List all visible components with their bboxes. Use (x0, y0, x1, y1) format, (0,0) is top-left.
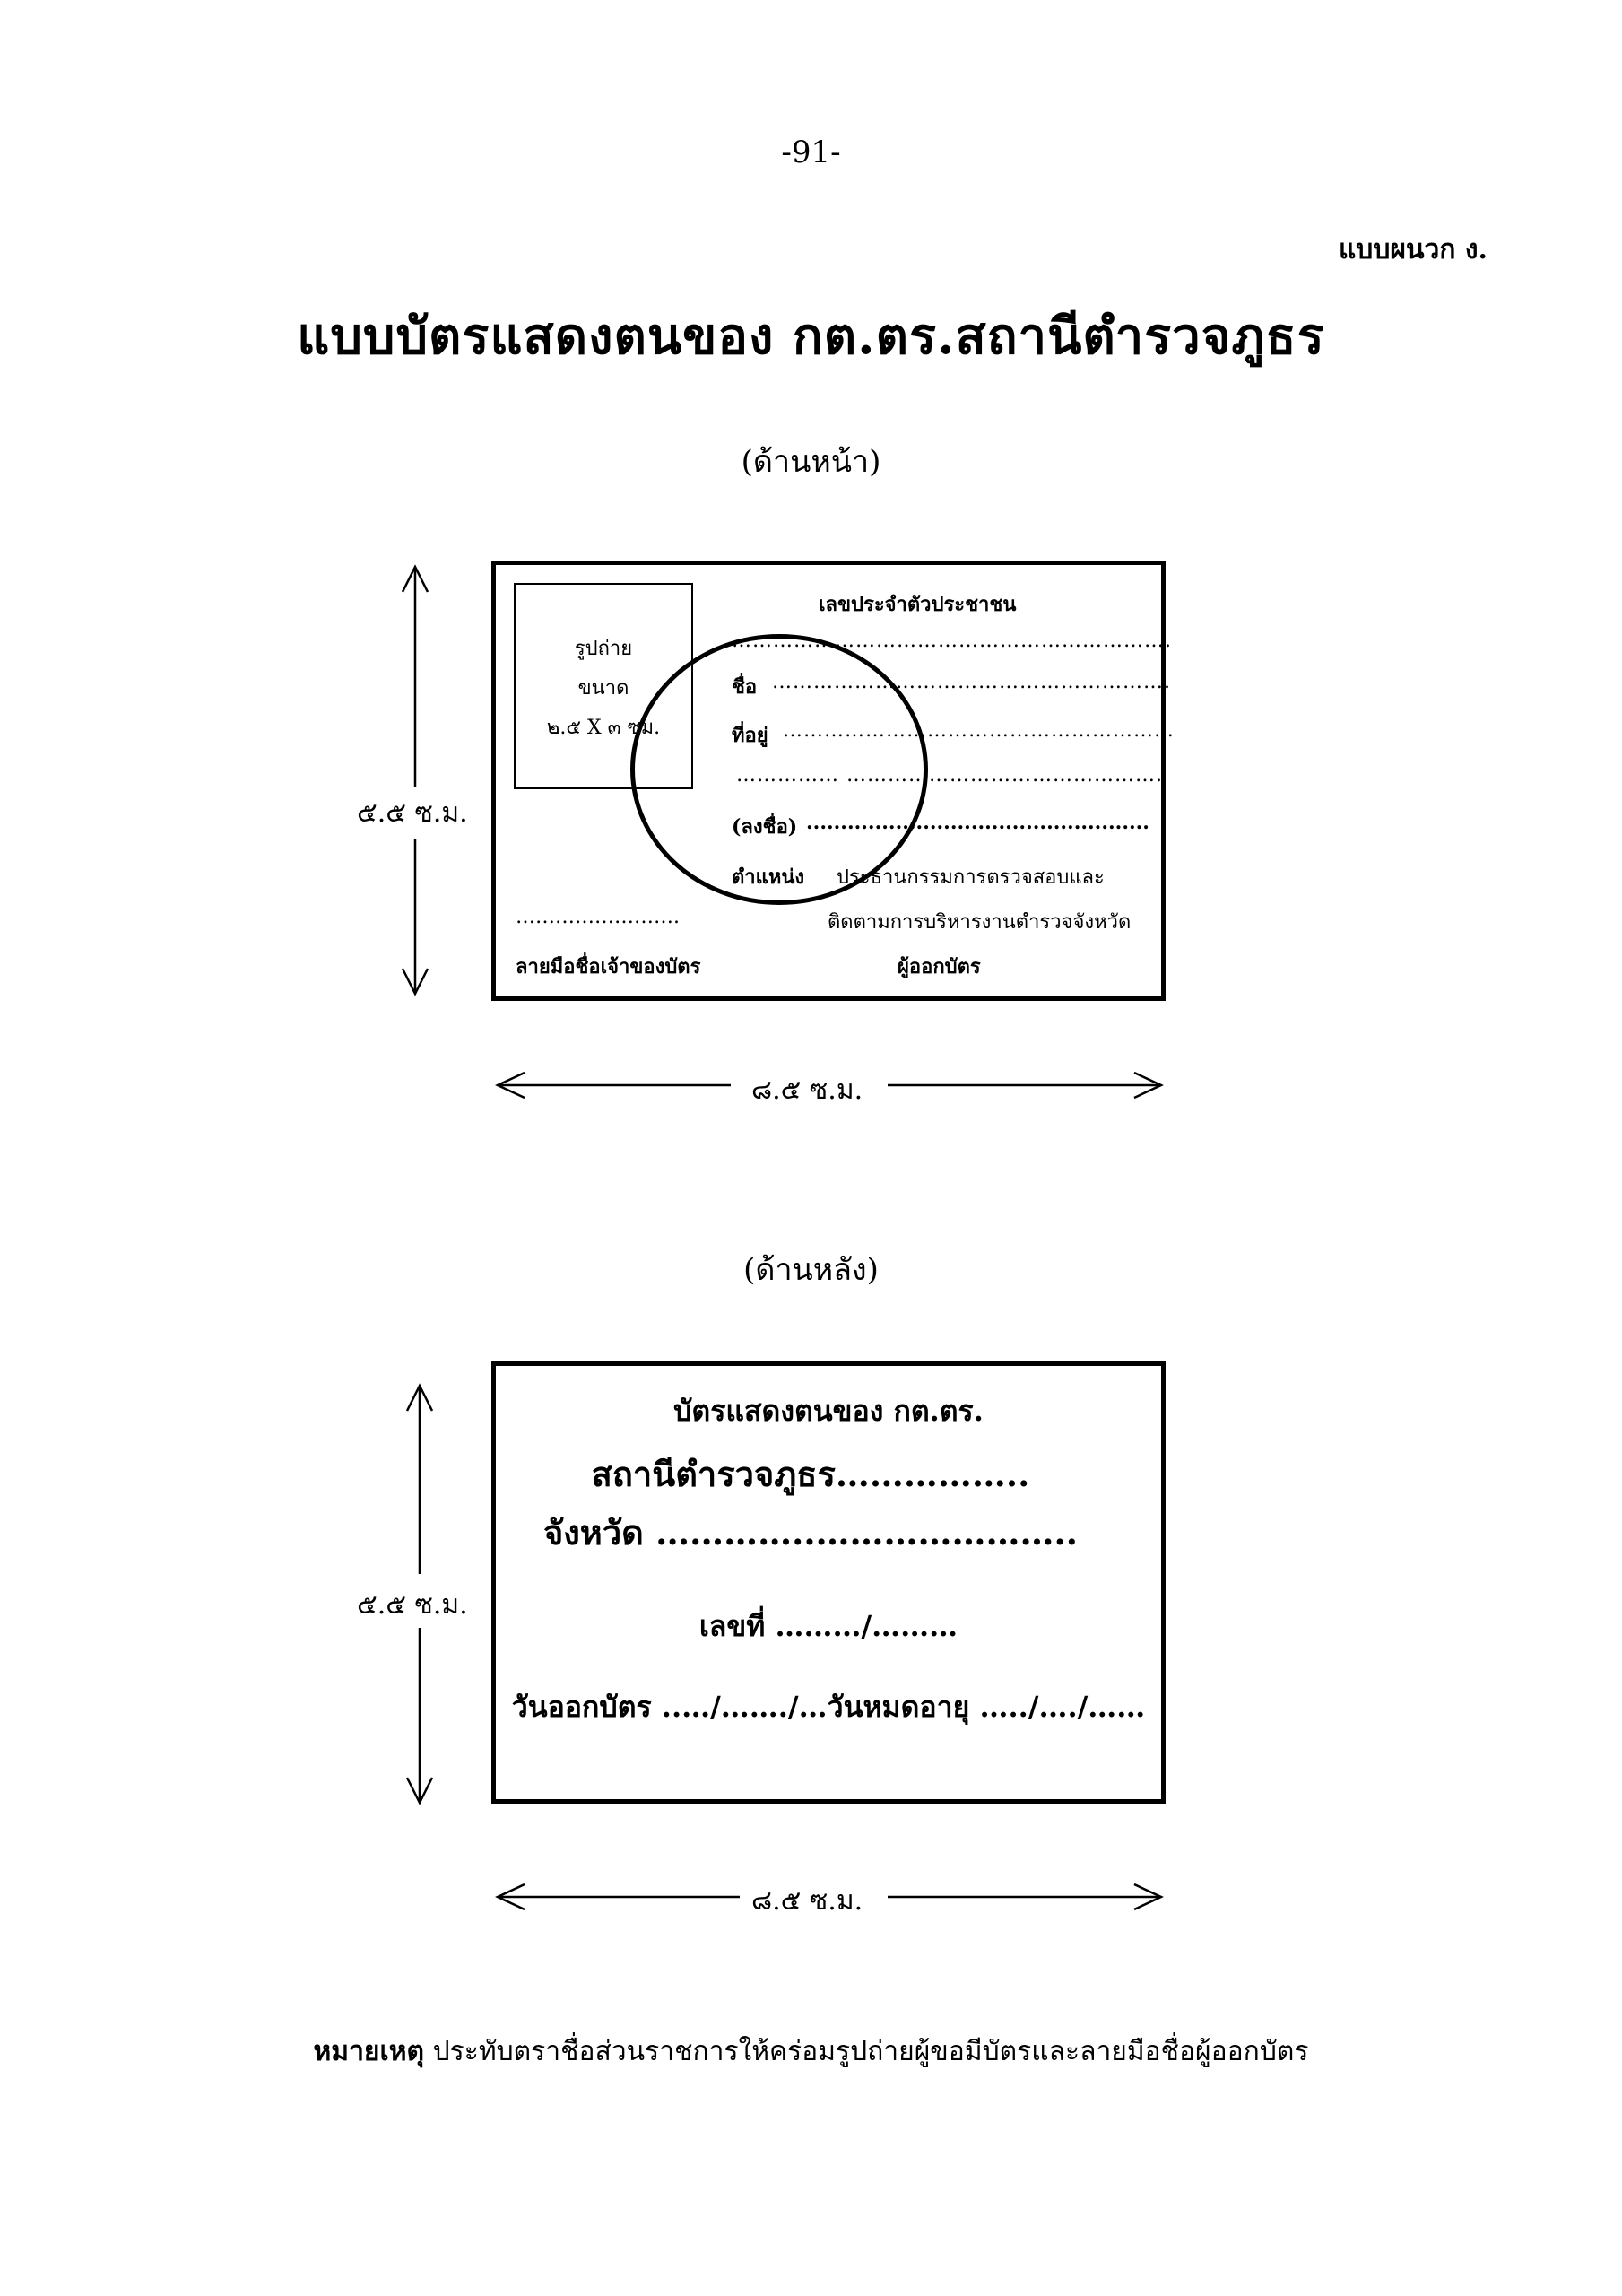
position-line1: ประธานกรรมการตรวจสอบและ (837, 866, 1105, 889)
back-card (491, 1361, 1166, 1804)
annex-label: แบบผนวก ง. (1338, 234, 1488, 265)
holder-signature-dots: ……………………. (516, 906, 680, 928)
photo-size-label: ขนาด (577, 677, 629, 700)
photo-label: รูปถ่าย (574, 638, 633, 660)
name-dots: …………………………………………………. (772, 671, 1171, 693)
back-station-line: สถานีตำรวจภูธร…………….. (591, 1454, 1030, 1494)
front-card (491, 561, 1175, 1001)
issuer-label: ผู้ออกบัตร (898, 955, 981, 978)
position-label: ตำแหน่ง (732, 865, 805, 889)
remark-text: ประทับตราชื่อส่วนราชการให้คร่อมรูปถ่ายผู้ขอมีบัตรและลายมือชื่อผู้ออกบัตร (432, 2036, 1309, 2067)
back-dates-line: วันออกบัตร ..…/……./…วันหมดอายุ …../…./…… (511, 1690, 1146, 1724)
address-label: ที่อยู่ (732, 724, 768, 747)
page-number: -91- (781, 135, 841, 170)
page-title: แบบบัตรแสดงตนของ กต.ตร.สถานีตำรวจภูธร (297, 307, 1325, 366)
address-dots-line2: …………… ………………………………………. (736, 764, 1163, 787)
signature-label: (ลงชื่อ) (732, 815, 798, 839)
id-number-label: เลขประจำตัวประชาชน (819, 593, 1017, 616)
id-number-dots: ………………………………………………………. (732, 630, 1172, 652)
back-width-label: ๘.๕ ซ.ม. (751, 1880, 863, 1922)
seal-stamp-circle (630, 634, 928, 905)
back-province-line: จังหวัด …………..………………….. (542, 1512, 1079, 1552)
photo-dimensions: ๒.๕ X ๓ ซม. (546, 717, 661, 739)
name-label: ชื่อ (732, 675, 758, 699)
front-side-heading: (ด้านหน้า) (741, 444, 881, 480)
holder-signature-label: ลายมือชื่อเจ้าของบัตร (516, 955, 701, 978)
back-card-title: บัตรแสดงตนของ กต.ตร. (673, 1394, 984, 1428)
front-height-label: ๕.๕ ซ.ม. (357, 792, 468, 834)
remark (0, 2031, 1622, 2073)
back-number-line: เลขที่ ………/……… (698, 1609, 958, 1643)
back-height-label: ๕.๕ ซ.ม. (357, 1584, 468, 1626)
signature-dots: .................................................. (806, 811, 1149, 834)
position-line2: ติดตามการบริหารงานตำรวจจังหวัด (828, 911, 1132, 934)
address-dots: ………………………………………………… (783, 719, 1175, 742)
front-width-label: ๘.๕ ซ.ม. (751, 1069, 863, 1111)
remark-label: หมายเหตุ (313, 2036, 425, 2067)
back-side-heading: (ด้านหลัง) (743, 1252, 879, 1288)
